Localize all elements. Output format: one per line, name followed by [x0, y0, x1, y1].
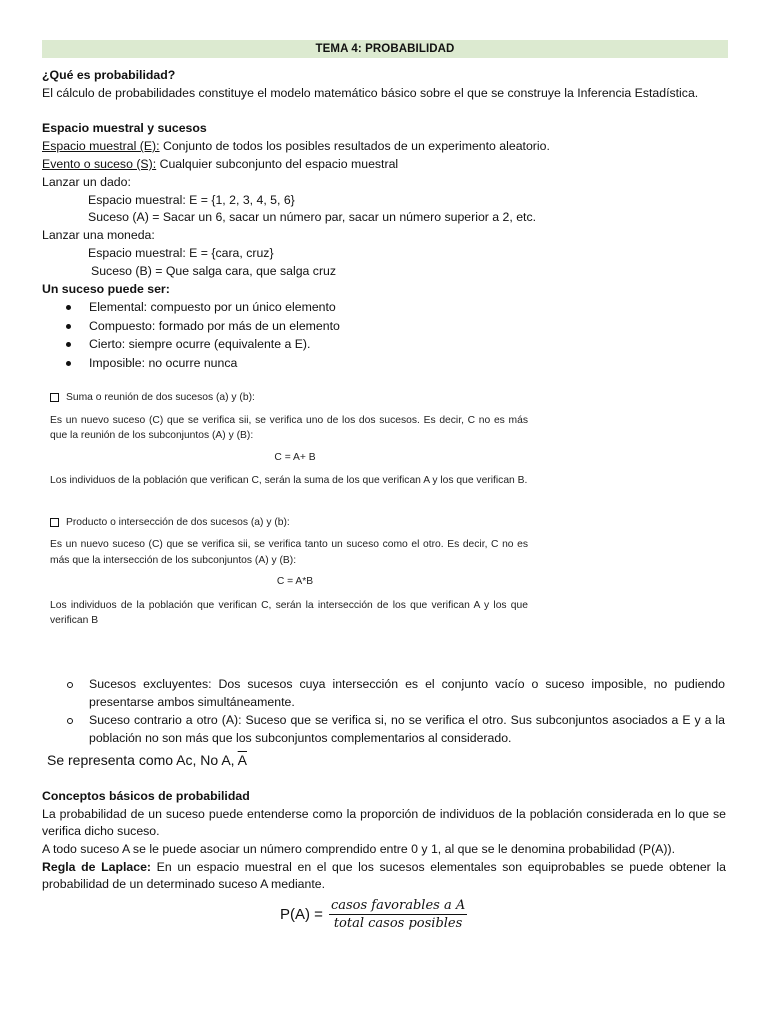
- checkbox-square-icon: [50, 518, 59, 527]
- laplace-formula: [280, 898, 467, 931]
- definition-suceso: [42, 156, 728, 174]
- example-dado: Lanzar un dado:: [42, 174, 131, 189]
- example-dado-espacio: Espacio muestral: E = {1, 2, 3, 4, 5, 6}: [88, 192, 295, 207]
- laplace-term: Regla de Laplace:: [42, 859, 152, 874]
- tipos-heading: Un suceso puede ser:: [42, 281, 170, 296]
- list-item: [42, 335, 728, 354]
- sucesos-list: [63, 676, 725, 748]
- intro-text: El cálculo de probabilidades constituye el modelo matemático básico sobre el que se construye la Inferencia Estadística.: [42, 85, 699, 100]
- bullet-icon: [66, 324, 71, 329]
- producto-heading-text: Producto o intersección de dos sucesos (a) y (b):: [66, 516, 290, 528]
- conceptos-paragraph-1: La probabilidad de un suceso puede entenderse como la proporción de individuos de la población considerada en lo que se verifica dicho suceso.: [42, 806, 726, 839]
- conceptos-paragraph-2: A todo suceso A se le puede asociar un número comprendido entre 0 y 1, al que se le denomina probabilidad (P(A)).: [42, 841, 675, 856]
- list-item-text: Cierto: siempre ocurre (equivalente a E).: [89, 337, 311, 352]
- definition-text: Conjunto de todos los posibles resultados de un experimento aleatorio.: [159, 139, 550, 154]
- bullet-icon: [66, 361, 71, 366]
- list-item-text: Elemental: compuesto por un único elemento: [89, 300, 336, 315]
- suma-paragraph-2: Los individuos de la población que verifican C, serán la suma de los que verifican A y los que verifican B.: [50, 475, 528, 486]
- definition-term: Evento o suceso (S):: [42, 156, 157, 171]
- suma-formula: C = A+ B: [274, 451, 316, 463]
- definition-text: Cualquier subconjunto del espacio muestral: [156, 156, 399, 171]
- producto-formula: C = A*B: [276, 576, 314, 587]
- list-item: [42, 354, 728, 373]
- page-title: TEMA 4: PROBABILIDAD: [42, 40, 728, 58]
- circle-bullet-icon: [67, 682, 73, 688]
- list-item: [42, 317, 728, 336]
- suma-paragraph: Es un nuevo suceso (C) que se verifica sii, se verifica uno de los dos sucesos. Es decir, C no es más que la reunión de los subconjuntos (A) y (B):: [50, 414, 528, 441]
- list-item-text: Suceso contrario a otro (A): Suceso que se verifica si, no se verifica el otro. Sus subconjuntos asociados a E y a la población no son más que los subconjuntos complementarios al considerado.: [89, 713, 725, 745]
- definition-term: Espacio muestral (E):: [42, 139, 160, 154]
- list-item-text: Imposible: no ocurre nunca: [89, 355, 238, 370]
- laplace-text: En un espacio muestral en el que los sucesos elementales son equiprobables se puede obtener la probabilidad de un determinado suceso A mediante.: [42, 859, 726, 892]
- list-item: [63, 676, 725, 711]
- bullet-icon: [66, 342, 71, 347]
- producto-paragraph: Es un nuevo suceso (C) que se verifica sii, se verifica tanto un suceso como el otro. Es decir, C no es más que la intersección de los subconjuntos (A) y (B):: [50, 539, 528, 566]
- intro-heading: ¿Qué es probabilidad?: [42, 68, 176, 82]
- example-moneda-suceso: Suceso (B) = Que salga cara, que salga cruz: [91, 263, 337, 278]
- producto-paragraph-2: Los individuos de la población que verifican C, serán la intersección de los que verifican A y los que verifican B: [50, 599, 528, 626]
- example-dado-suceso: Suceso (A) = Sacar un 6, sacar un número par, sacar un número superior a 2, etc.: [88, 210, 537, 225]
- espacio-heading: Espacio muestral y sucesos: [42, 121, 207, 136]
- represent-text: Se representa como Ac, No A,: [47, 752, 238, 768]
- list-item-text: Compuesto: formado por más de un elemento: [89, 318, 340, 333]
- list-item: [42, 298, 728, 317]
- example-moneda: Lanzar una moneda:: [42, 228, 155, 243]
- list-item-text: Sucesos excluyentes: Dos sucesos cuya intersección es el conjunto vacío o suceso imposible, no pudiendo presentarse ambos simultáneamente.: [89, 677, 725, 709]
- circle-bullet-icon: [67, 718, 73, 724]
- formula-numerator: casos favorables a A: [330, 898, 466, 913]
- checkbox-square-icon: [50, 393, 59, 402]
- conceptos-heading: Conceptos básicos de probabilidad: [42, 789, 250, 803]
- list-item: [63, 712, 725, 747]
- laplace-paragraph: [42, 859, 726, 894]
- example-moneda-espacio: Espacio muestral: E = {cara, cruz}: [88, 245, 274, 260]
- suma-heading-text: Suma o reunión de dos sucesos (a) y (b):: [66, 392, 255, 403]
- represent-note: [47, 752, 247, 768]
- suma-heading: [50, 390, 540, 406]
- tipos-list: [42, 298, 728, 372]
- definition-espacio-muestral: [42, 138, 728, 156]
- overline-letter: $\overline{A}$: [237, 752, 248, 768]
- document-page: [42, 40, 728, 372]
- bullet-icon: [66, 305, 71, 310]
- formula-lhs: P(A) =: [280, 906, 323, 923]
- formula-fraction: [329, 898, 467, 931]
- conceptos-section: [42, 788, 726, 894]
- formula-denominator: total casos posibles: [333, 916, 463, 931]
- scanned-excerpt: [50, 390, 540, 629]
- producto-heading: [50, 515, 540, 531]
